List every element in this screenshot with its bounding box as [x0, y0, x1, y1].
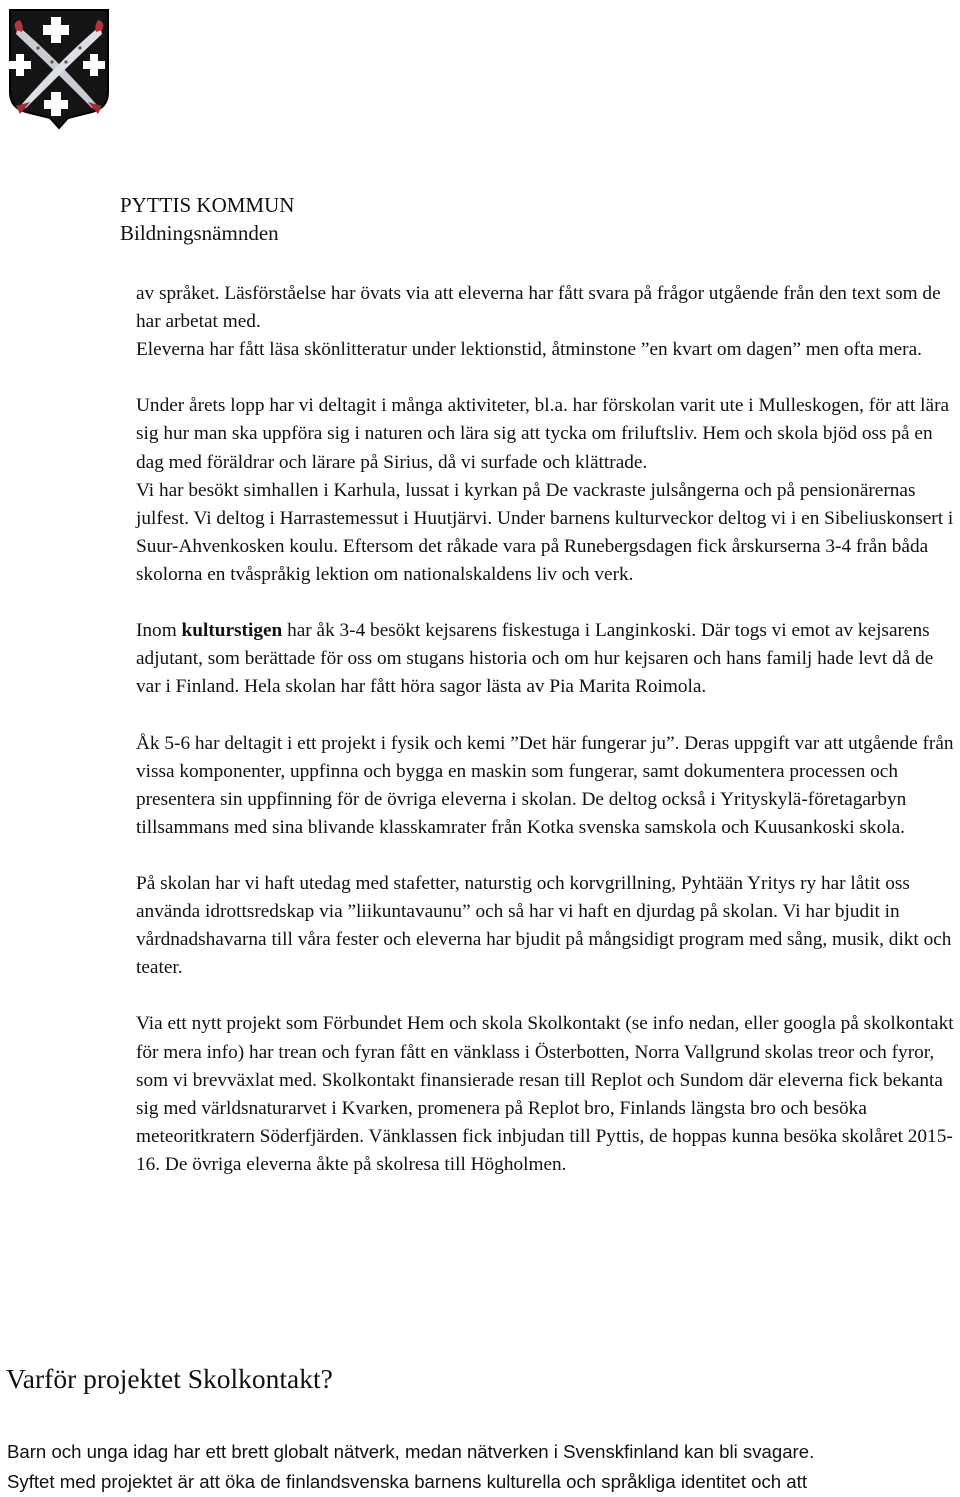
section-text — [7, 1437, 957, 1497]
section-line: Syftet med projektet är att öka de finlandsvenska barnens kulturella och språkliga identitet och att — [7, 1471, 807, 1492]
department-name: Bildningsnämnden — [120, 221, 279, 245]
paragraph-skolkontakt: Via ett nytt projekt som Förbundet Hem och skola Skolkontakt (se info nedan, eller googla på skolkontakt för mera info) har trean och fyran fått en vänklass i Österbotten, Norra Vallgrund skolas treor och fyror, som vi brevväxlat med. Skolkontakt finansierade resan till Replot och Sundom där eleverna fick bekanta sig med världsnaturarvet i Kvarken, promenera på Replot bro, Finlands längsta bro och besöka meteoritkratern Söderfjärden. Vänklassen fick inbjudan till Pyttis, de hoppas kunna besöka skolåret 2015-16. De övriga eleverna åkte på skolresa till Högholmen. — [136, 1013, 954, 1175]
paragraph-activities — [136, 392, 958, 589]
paragraph-line: Vi har besökt simhallen i Karhula, lussat i kyrkan på De vackraste julsångerna och på pensionärernas julfest. Vi deltog i Harrastemessut i Huutjärvi. Under barnens kulturveckor deltog vi i en Sibeliuskonsert i Suur-Ahvenkosken koulu. Eftersom det råkade vara på Runebergsdagen fick årskurserna 3-4 från båda skolorna en tvåspråkig lektion om nationalskaldens liv och verk. — [136, 479, 954, 585]
paragraph-physics-project: Åk 5-6 har deltagit i ett projekt i fysik och kemi ”Det här fungerar ju”. Deras uppgift var att utgående från vissa komponenter, uppfinna och bygga en maskin som fungerar, samt dokumentera processen och presentera sin uppfinning för de övriga eleverna i skolan. De deltog också i Yrityskylä-företagarbyn tillsammans med sina blivande klasskamrater från Kotka svenska samskola och Kuusankoski skola. — [136, 732, 954, 838]
bold-term: kulturstigen — [181, 620, 283, 642]
text-run: har åk 3-4 besökt kejsarens fiskestuga i Langinkoski. Där togs vi emot av kejsarens adjutant, som berättade för oss om stugans historia och om hur kejsaren och hans familj hade levt då de var i Finland. Hela skolan har fått höra sagor lästa av Pia Marita Roimola. — [136, 620, 934, 698]
paragraph-line: av språket. Läsförståelse har övats via att eleverna har fått svara på frågor utgående från den text som de har arbetat med. — [136, 283, 941, 333]
paragraph-outdoor-day: På skolan har vi haft utedag med stafetter, naturstig och korvgrillning, Pyhtään Yritys ry har låtit oss använda idrottsredskap via ”liikuntavaunu” och så har vi haft en djurdag på skolan. Vi har bjudit in vårdnadshavarna till våra fester och eleverna har bjudit på mångsidigt program med sång, musik, dikt och teater. — [136, 872, 952, 979]
section-heading: Varför projektet Skolkontakt? — [6, 1363, 333, 1394]
document-body — [136, 280, 958, 1179]
paragraph-line: Eleverna har fått läsa skönlitteratur under lektionstid, åtminstone ”en kvart om dagen” men ofta mera. — [136, 339, 922, 361]
paragraph-reading — [136, 280, 958, 364]
text-run: Inom — [136, 620, 182, 642]
pyttis-coat-of-arms-icon — [8, 8, 110, 130]
paragraph-line: Under årets lopp har vi deltagit i många aktiviteter, bl.a. har förskolan varit ute i Mulleskogen, för att lära sig hur man ska uppföra sig i naturen och lära sig att tycka om friluftsliv. Hem och skola bjöd oss på en dag med föräldrar och lärare på Sirius, då vi surfade och klättrade. — [136, 395, 950, 473]
letterhead — [120, 191, 294, 247]
org-name: PYTTIS KOMMUN — [120, 193, 295, 217]
paragraph-kulturstigen — [136, 617, 958, 701]
section-line: Barn och unga idag har ett brett globalt nätverk, medan nätverken i Svenskfinland kan bli svagare. — [7, 1441, 815, 1462]
